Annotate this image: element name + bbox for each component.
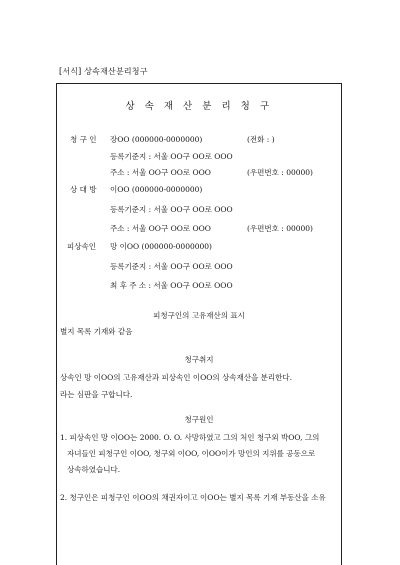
claimant-registry: 등록기준지 : 서울 OO구 OO로 OOO bbox=[110, 152, 233, 161]
claimant-role-label: 청 구 인 bbox=[70, 135, 97, 144]
cause-item-1-line-1: 1. 피상속인 망 이OO는 2000. O. O. 사망하였고 그의 처인 청구외 박OO, 그의 bbox=[60, 433, 320, 442]
cause-item-2-line-1: 2. 청구인은 피청구인 이OO의 채권자이고 이OO는 별지 목록 기재 부동산을 소유 bbox=[60, 493, 326, 502]
purpose-heading: 청구취지 bbox=[184, 355, 214, 364]
purpose-line-2: 라는 심판을 구합니다. bbox=[60, 390, 133, 399]
decedent-registry: 등록기준지 : 서울 OO구 OO로 OOO bbox=[110, 262, 233, 271]
decedent-role-label: 피상속인 bbox=[67, 242, 96, 251]
respondent-postal: (우편번호 : 00000) bbox=[247, 224, 313, 233]
respondent-address: 주소 : 서울 OO구 OO로 OOO bbox=[110, 224, 211, 233]
respondent-role-label: 상 대 방 bbox=[70, 185, 97, 194]
decedent-last-address: 최 후 주 소 : 서울 OO구 OO로 OOO bbox=[110, 281, 233, 290]
cause-item-1-line-3: 상속하였습니다. bbox=[67, 465, 121, 474]
cause-item-1-line-2: 자녀들인 피청구인 이OO, 청구외 이OO, 이OO이가 망인의 지위를 공동으로 bbox=[67, 449, 316, 458]
claimant-postal: (우편번호 : 00000) bbox=[247, 168, 313, 177]
decedent-name-id: 망 이OO (000000-0000000) bbox=[110, 242, 212, 251]
document-title: 상 속 재 산 분 리 청 구 bbox=[125, 101, 273, 112]
form-label: [서식] 상속재산분리청구 bbox=[59, 67, 148, 76]
respondent-registry: 등록기준지 : 서울 OO구 OO로 OOO bbox=[110, 205, 233, 214]
cause-heading: 청구원인 bbox=[184, 415, 214, 424]
property-heading: 피청구인의 고유재산의 표시 bbox=[153, 311, 245, 320]
purpose-line-1: 상속인 망 이OO의 고유재산과 피상속인 이OO의 상속재산을 분리한다. bbox=[60, 373, 293, 382]
property-text: 별지 목록 기재와 같음 bbox=[60, 327, 133, 336]
form-frame bbox=[56, 83, 342, 565]
claimant-phone: (전화 : ) bbox=[247, 135, 275, 144]
respondent-name-id: 이OO (000000-0000000) bbox=[110, 185, 203, 194]
claimant-address: 주소 : 서울 OO구 OO로 OOO bbox=[110, 168, 211, 177]
claimant-name-id: 장OO (000000-0000000) bbox=[110, 135, 203, 144]
